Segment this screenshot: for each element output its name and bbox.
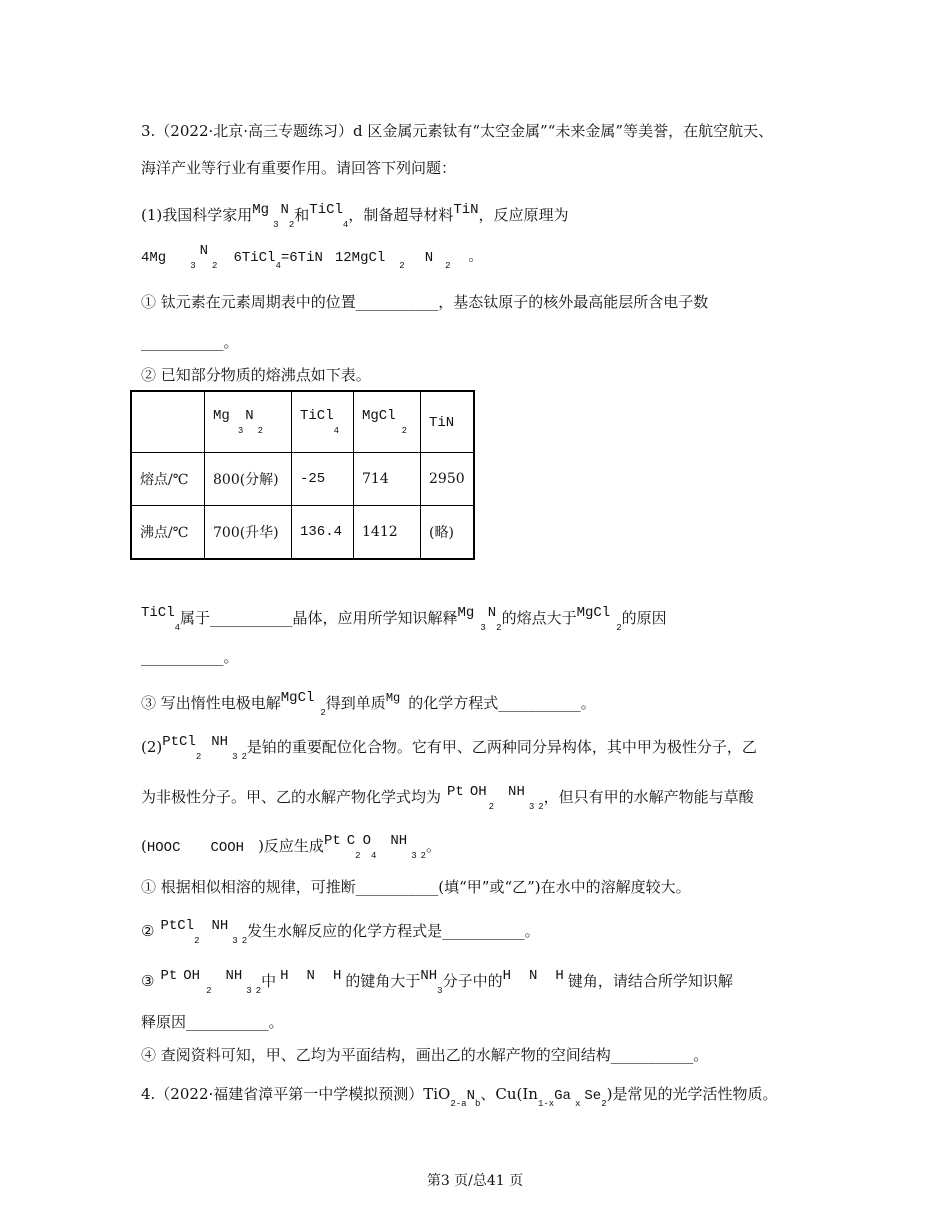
table-row-melting (131, 453, 474, 506)
q3-question-r3-line2: 释原因___________。 (141, 1013, 284, 1031)
header-ticl4: TiCl$_4$ (292, 391, 354, 453)
q3-part1-intro: (1)我国科学家用$Mg_3N_2$和TiCl$_4$，制备超导材料TiN，反应原理为 (141, 202, 569, 230)
q3-part2-line3: (HOOC COOH )反应生成Pt $C_2O_4NH_3$ $_2$。 (141, 833, 442, 861)
q3-reaction-equation: 4Mg $_3N_2$ 6TiCl$_4$=6TiN 12MgCl $_2$ N $_2$ 。 (141, 243, 483, 271)
cell: -25 (292, 453, 354, 506)
q3-table-question-line1: TiCl$_4$属于___________晶体，应用所学知识解释$Mg_3N_2$的熔点大于MgCl$_2$的原因 (141, 605, 667, 633)
q3-sub3: ③ 写出惰性电极电解MgCl$_2$得到单质$^{Mg}$ 的化学方程式___________。 (141, 690, 596, 718)
q3-question-r2: ② $PtCl_2NH_3$ $_2$发生水解反应的化学方程式是___________。 (141, 918, 540, 946)
header-mg3n2: $Mg_3N_2$ (205, 391, 292, 453)
cell: 1412 (354, 506, 421, 560)
q3-sub1-line1: ① 钛元素在元素周期表中的位置___________，基态钛原子的核外最高能层所含电子数 (141, 293, 709, 311)
header-tin: TiN (421, 391, 474, 453)
q3-sub2-intro: ② 已知部分物质的熔沸点如下表。 (141, 366, 371, 384)
cell: 700(升华) (205, 506, 292, 560)
cell: 714 (354, 453, 421, 506)
cell: 800(分解) (205, 453, 292, 506)
q3-line-1: 3.（2022·北京·高三专题练习）d 区金属元素钛有“太空金属”“未来金属”等美誉，在航空航天、 (141, 122, 774, 140)
q3-sub1-line2: ___________。 (141, 333, 239, 351)
row-label: 沸点/℃ (131, 506, 205, 560)
table-row-boiling (131, 506, 474, 560)
row-label: 熔点/℃ (131, 453, 205, 506)
q3-part2-line2: 为非极性分子。甲、乙的水解产物化学式均为 Pt $OH_2NH_3$ $_2$，但只有甲的水解产物能与草酸 (141, 784, 754, 812)
cell: 2950 (421, 453, 474, 506)
melting-boiling-table (130, 390, 475, 560)
q3-question-r1: ① 根据相似相溶的规律，可推断___________(填“甲”或“乙”)在水中的溶解度较大。 (141, 878, 691, 896)
q3-table-question-line2: ___________。 (141, 648, 239, 666)
q3-part2-line1: $(2)PtCl_2NH_3$ $_2$是铂的重要配位化合物。它有甲、乙两种同分异构体，其中甲为极性分子，乙 (141, 734, 757, 762)
cell: (略) (421, 506, 474, 560)
table-header-row (131, 391, 474, 453)
q3-line-2: 海洋产业等行业有重要作用。请回答下列问题： (141, 159, 457, 177)
q3-question-r4: ④ 查阅资料可知，甲、乙均为平面结构，画出乙的水解产物的空间结构___________。 (141, 1046, 709, 1064)
page-footer: 第3 页/总41 页 (426, 1173, 524, 1189)
q4-line-1: 4.（2022·福建省漳平第一中学模拟预测）$TiO_{2-a}N_b$、$Cu(In_{1-x}Ga$ $_x$ $Se_2$)是常见的光学活性物质。 (141, 1085, 778, 1109)
cell: 136.4 (292, 506, 354, 560)
header-mgcl2: MgCl$_2$ (354, 391, 421, 453)
table-corner-cell (131, 391, 205, 453)
q3-question-r3: ③ Pt $OH_2NH_3$ $_2$中 H N H 的键角大于$NH_3$分子中的H N H 键角，请结合所学知识解 (141, 968, 733, 996)
